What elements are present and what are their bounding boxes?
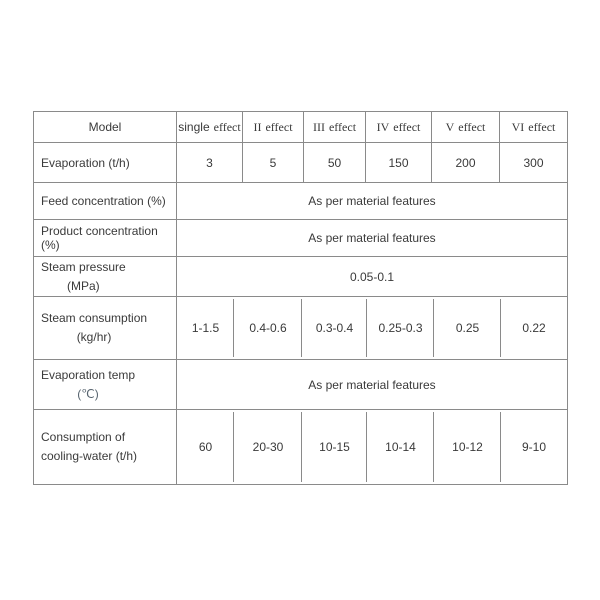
header-col-suffix: effect [528,119,556,134]
header-model-cell: Model [34,112,177,142]
header-col-iii-effect [304,112,366,142]
row-label-text [41,258,126,295]
value-cell: 0.4-0.6 [234,297,302,359]
header-col-vi-effect [500,112,567,142]
header-col-single-effect [177,112,243,142]
row-steam-pressure [34,257,567,297]
row-label-cell: Evaporation (t/h) [34,143,177,182]
value-cell: 5 [243,143,304,182]
row-label-cell [34,410,177,484]
value-cell: 200 [432,143,500,182]
header-col-prefix: single [178,120,210,134]
label-line2: (℃) [77,386,99,401]
header-col-prefix: IV [376,119,390,134]
value-cell: 1-1.5 [177,297,234,359]
row-label-cell: Feed concentration (%) [34,183,177,219]
header-col-ii-effect [243,112,304,142]
span-value-cell: As per material features [308,194,436,208]
row-evaporation [34,143,567,183]
value-cell: 3 [177,143,243,182]
label-line2: (kg/hr) [76,330,112,344]
row-product-concentration [34,220,567,257]
table-header-row [34,112,567,143]
row-label-cell [34,360,177,409]
header-col-iv-effect [366,112,432,142]
label-line2: (MPa) [67,278,100,293]
row-label-text [41,309,147,346]
span-value-cell: As per material features [308,231,436,245]
header-col-prefix: II [253,119,262,134]
label-line1: Steam pressure [41,259,126,274]
value-cell: 0.3-0.4 [302,297,367,359]
value-cell: 10-15 [302,410,367,484]
row-cooling-water [34,410,567,484]
label-line1: Evaporation temp [41,367,136,382]
header-col-prefix: III [312,119,325,134]
value-cell: 60 [177,410,234,484]
row-label-text [41,428,137,465]
value-cell: 9-10 [521,440,547,454]
value-cell: 50 [304,143,366,182]
label-line1: Steam consumption [41,311,148,326]
value-cell: 300 [523,155,544,170]
row-label-cell [34,257,177,296]
label-line2: cooling-water (t/h) [41,449,138,463]
span-value-cell: 0.05-0.1 [349,269,395,284]
header-col-suffix: effect [328,119,357,134]
value-cell: 10-14 [367,410,434,484]
value-cell: 0.25-0.3 [367,297,434,359]
row-evaporation-temp [34,360,567,410]
header-col-suffix: effect [265,119,293,134]
row-label-text [41,366,135,403]
value-cell: 0.22 [522,321,546,335]
header-col-v-effect [432,112,500,142]
header-col-prefix: V [445,119,455,134]
row-feed-concentration [34,183,567,220]
value-cell: 20-30 [234,410,302,484]
value-cell: 0.25 [434,297,501,359]
header-col-prefix: VI [511,119,525,134]
value-cell: 10-12 [434,410,501,484]
header-col-suffix: effect [393,119,421,134]
header-col-suffix: effect [458,119,486,134]
row-steam-consumption [34,297,567,360]
label-line1: Consumption of [41,430,126,445]
header-col-suffix: effect [213,119,241,134]
span-value-cell: As per material features [308,377,436,392]
row-label-cell [34,297,177,359]
spec-table [33,111,568,485]
row-label-cell: Product concentration (%) [34,220,177,256]
value-cell: 150 [366,143,432,182]
